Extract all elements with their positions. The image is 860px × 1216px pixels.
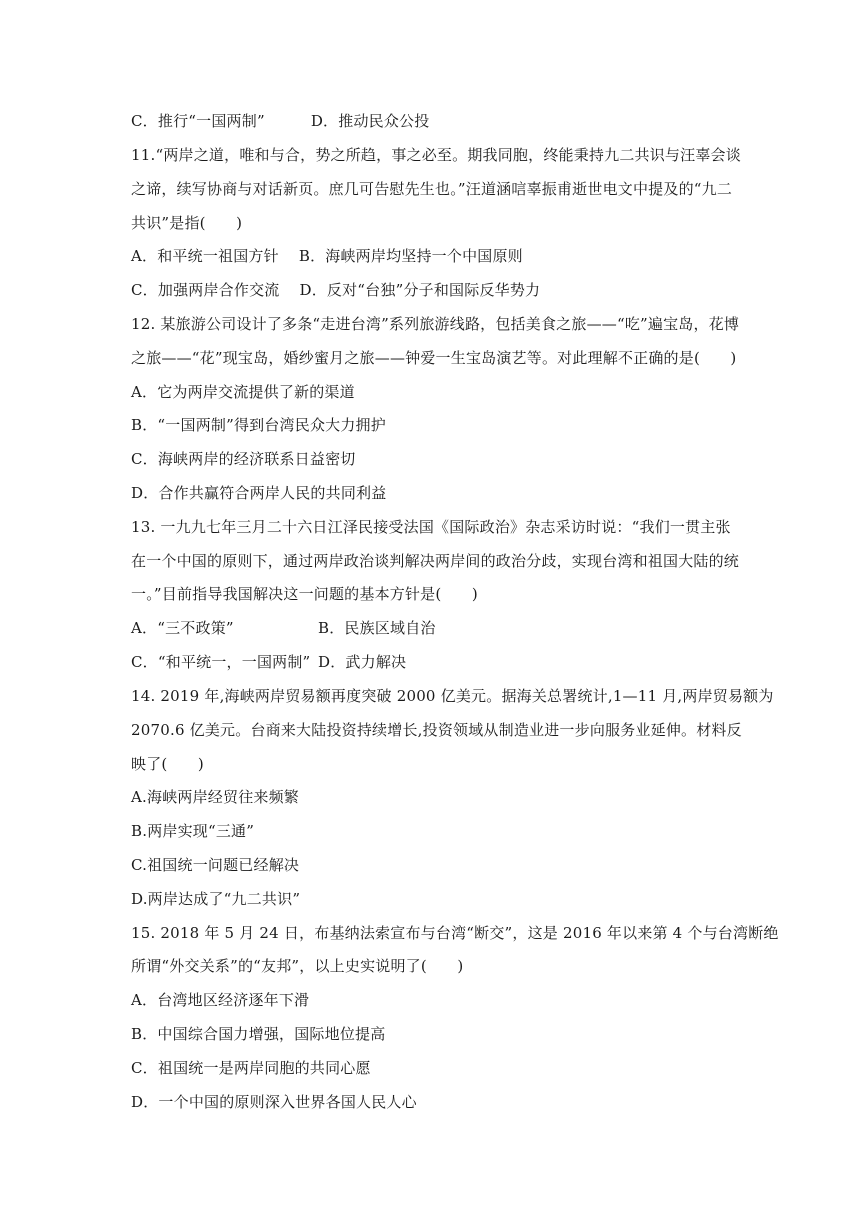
q12-option-d: D．合作共赢符合两岸人民的共同利益 — [131, 484, 387, 502]
q15-option-d: D．一个中国的原则深入世界各国人民人心 — [131, 1093, 417, 1111]
q14-option-b: B.两岸实现“三通” — [131, 822, 255, 840]
q11-stem-line-2: 之谛，续写协商与对话新页。庶几可告慰先生也。”汪道涵唁辜振甫逝世电文中提及的“九二 — [131, 180, 733, 198]
q14-stem-line-2: 2070.6 亿美元。台商来大陆投资持续增长,投资领域从制造业进一步向服务业延伸。材料反 — [131, 721, 742, 739]
q11-stem-line-3: 共识”是指( ) — [131, 214, 243, 232]
q13-option-a: A．“三不政策” — [131, 619, 234, 637]
q11-options-cd — [131, 280, 540, 300]
q12-stem-line-1: 12. 某旅游公司设计了多条“走进台湾”系列旅游线路，包括美食之旅——“吃”遍宝岛，花博 — [131, 315, 740, 333]
q14-stem-line-3: 映了( ) — [131, 755, 204, 773]
q13-options-ab — [131, 618, 436, 638]
q13-stem-line-3: 一。”目前指导我国解决这一问题的基本方针是( ) — [131, 585, 478, 603]
q13-stem-line-2: 在一个中国的原则下，通过两岸政治谈判解决两岸间的政治分歧，实现台湾和祖国大陆的统 — [131, 552, 740, 570]
q11-option-a: A．和平统一祖国方针 — [131, 247, 279, 265]
q10-option-d: D．推动民众公投 — [310, 112, 430, 130]
q14-option-d: D.两岸达成了“九二共识” — [131, 890, 301, 908]
q13-option-b: B．民族区域自治 — [318, 619, 436, 637]
q11-option-b: B．海峡两岸均坚持一个中国原则 — [298, 247, 523, 265]
q11-option-c: C．加强两岸合作交流 — [131, 281, 280, 299]
q10-options-cd — [131, 111, 429, 131]
q12-option-b: B．“一国两制”得到台湾民众大力拥护 — [131, 416, 386, 434]
q13-option-d: D．武力解决 — [318, 653, 407, 671]
q12-option-c: C．海峡两岸的经济联系日益密切 — [131, 450, 356, 468]
q11-stem-line-1: 11.“两岸之道，唯和与合，势之所趋，事之必至。期我同胞，终能秉持九二共识与汪辜会谈 — [131, 146, 741, 164]
q15-stem-line-2: 所谓“外交关系”的“友邦”，以上史实说明了( ) — [131, 957, 464, 975]
q10-option-c: C．推行“一国两制” — [131, 112, 265, 130]
q12-stem-line-2: 之旅——“花”现宝岛，婚纱蜜月之旅——钟爱一生宝岛演艺等。对此理解不正确的是( ) — [131, 349, 737, 367]
q11-options-ab — [131, 246, 523, 266]
q13-option-c: C．“和平统一，一国两制” — [131, 653, 311, 671]
q14-stem-line-1: 14. 2019 年,海峡两岸贸易额再度突破 2000 亿美元。据海关总署统计,1—11 月,两岸贸易额为 — [131, 687, 774, 705]
q15-option-b: B．中国综合国力增强，国际地位提高 — [131, 1025, 386, 1043]
q15-stem-line-1: 15. 2018 年 5 月 24 日，布基纳法索宣布与台湾“断交”，这是 2016 年以来第 4 个与台湾断绝 — [131, 924, 779, 942]
q15-option-c: C．祖国统一是两岸同胞的共同心愿 — [131, 1059, 371, 1077]
q14-option-a: A.海峡两岸经贸往来频繁 — [131, 788, 300, 806]
q14-option-c: C.祖国统一问题已经解决 — [131, 856, 300, 874]
q13-options-cd — [131, 652, 406, 672]
q15-option-a: A．台湾地区经济逐年下滑 — [131, 991, 310, 1009]
q12-option-a: A．它为两岸交流提供了新的渠道 — [131, 383, 355, 401]
q13-stem-line-1: 13. 一九九七年三月二十六日江泽民接受法国《国际政治》杂志采访时说：“我们一贯主张 — [131, 518, 731, 536]
q11-option-d: D．反对“台独”分子和国际反华势力 — [299, 281, 541, 299]
